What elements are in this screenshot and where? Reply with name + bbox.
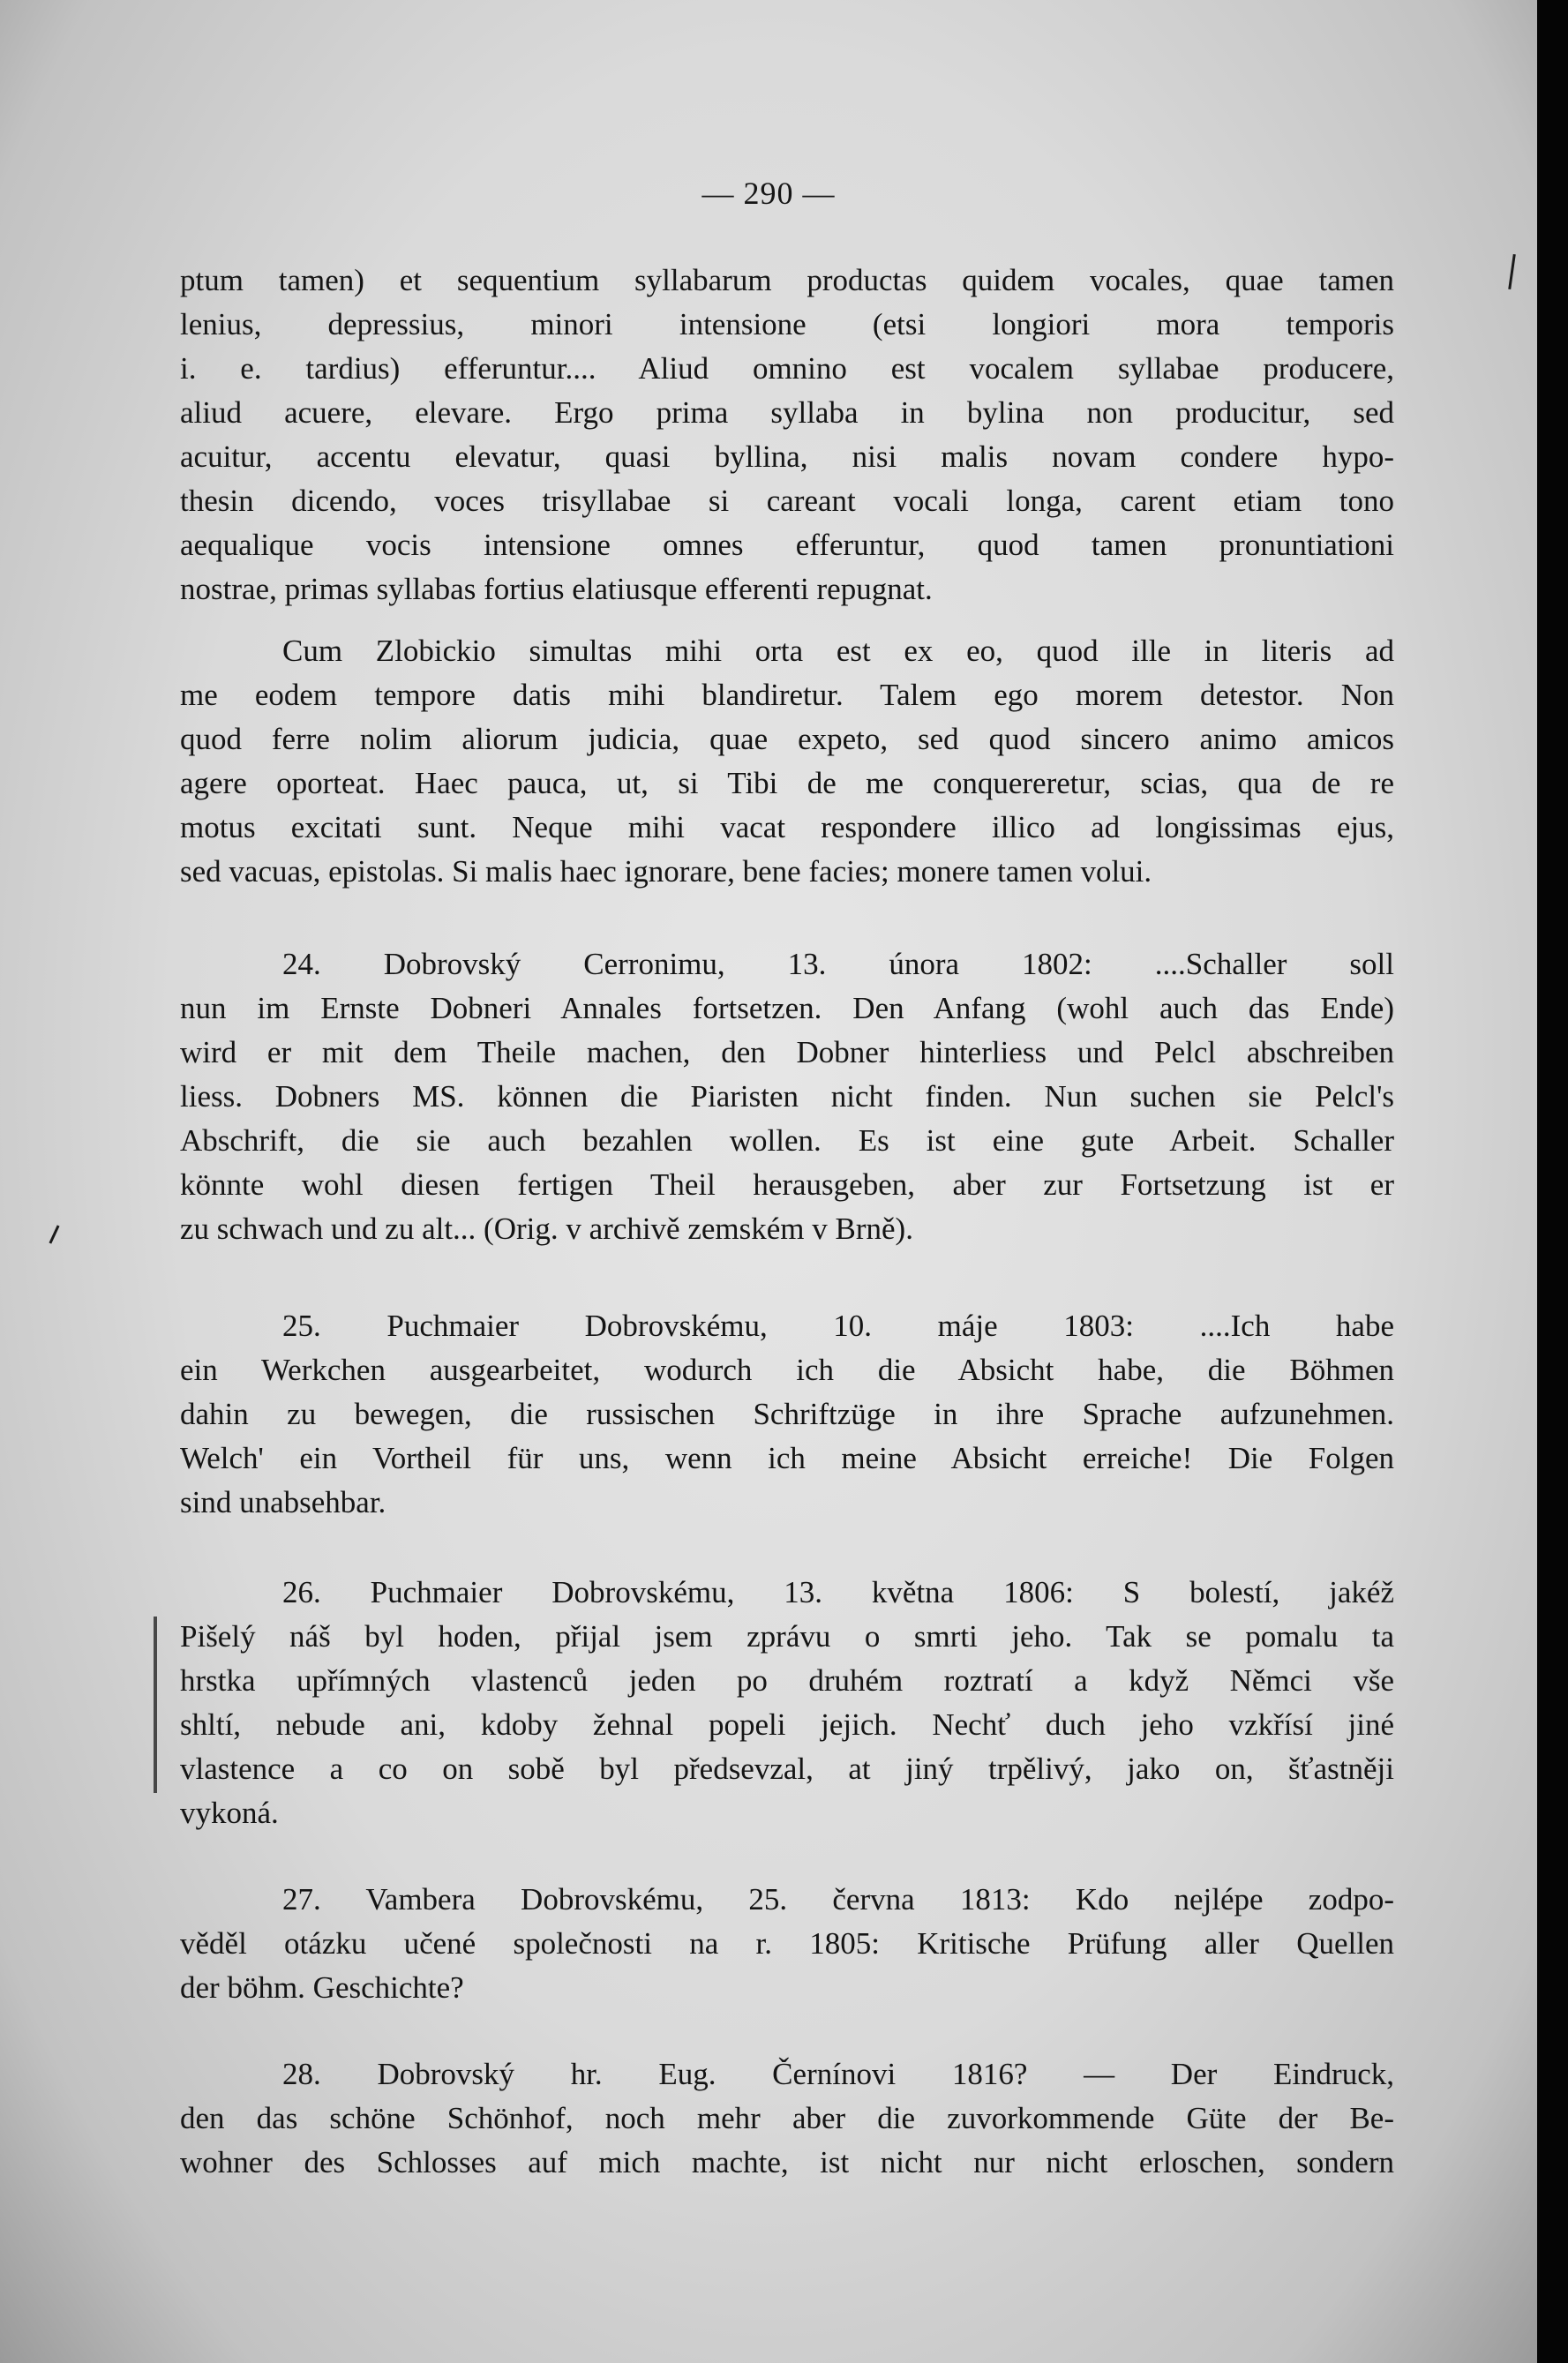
text-line: quod ferre nolim aliorum judicia, quae expeto, sed quod sincero animo amicos: [180, 722, 1394, 756]
text-line: Pišelý náš byl hoden, přijal jsem zprávu o smrti jeho. Tak se pomalu ta: [180, 1619, 1394, 1654]
text-line: Abschrift, die sie auch bezahlen wollen. Es ist eine gute Arbeit. Schaller: [180, 1123, 1394, 1158]
text-line: Cum Zlobickio simultas mihi orta est ex eo, quod ille in literis ad: [282, 634, 1394, 668]
paragraph-zlobickio: [180, 629, 1394, 894]
text-line: věděl otázku učené společnosti na r. 1805: Kritische Prüfung aller Quellen: [180, 1926, 1394, 1961]
text-line: der böhm. Geschichte?: [180, 1970, 464, 2005]
text-line: sind unabsehbar.: [180, 1485, 386, 1519]
text-line: lenius, depressius, minori intensione (etsi longiori mora temporis: [180, 307, 1394, 341]
text-line: vykoná.: [180, 1796, 279, 1830]
text-line: Welch' ein Vortheil für uns, wenn ich meine Absicht erreiche! Die Folgen: [180, 1441, 1394, 1475]
text-line: shltí, nebude ani, kdoby žehnal popeli jejich. Nechť duch jeho vzkřísí jiné: [180, 1707, 1394, 1742]
letter-entry-25: [180, 1304, 1394, 1525]
scan-edge: [1537, 0, 1568, 2363]
text-line: vlastence a co on sobě byl předsevzal, at jiný trpělivý, jako on, šťastněji: [180, 1752, 1394, 1786]
text-line: aequalique vocis intensione omnes efferuntur, quod tamen pronuntiationi: [180, 528, 1394, 562]
margin-pencil-mark: [154, 1617, 157, 1793]
text-line: me eodem tempore datis mihi blandiretur. Talem ego morem detestor. Non: [180, 678, 1394, 712]
text-line: aliud acuere, elevare. Ergo prima syllaba in bylina non producitur, sed: [180, 395, 1394, 430]
text-line: zu schwach und zu alt... (Orig. v archivě zemském v Brně).: [180, 1212, 913, 1246]
text-line: ein Werkchen ausgearbeitet, wodurch ich die Absicht habe, die Böhmen: [180, 1353, 1394, 1387]
text-line: wird er mit dem Theile machen, den Dobner hinterliess und Pelcl abschreiben: [180, 1035, 1394, 1069]
text-line: dahin zu bewegen, die russischen Schriftzüge in ihre Sprache aufzunehmen.: [180, 1397, 1394, 1431]
text-line: agere oporteat. Haec pauca, ut, si Tibi de me conquereretur, scias, qua de re: [180, 766, 1394, 800]
text-line: sed vacuas, epistolas. Si malis haec ignorare, bene facies; monere tamen volui.: [180, 854, 1152, 889]
text-line: 24. Dobrovský Cerronimu, 13. února 1802: ....Schaller soll: [282, 947, 1394, 981]
text-line: acuitur, accentu elevatur, quasi byllina, nisi malis novam condere hypo-: [180, 439, 1394, 474]
letter-entry-24: [180, 942, 1394, 1251]
text-line: nun im Ernste Dobneri Annales fortsetzen. Den Anfang (wohl auch das Ende): [180, 991, 1394, 1025]
letter-entry-28: [180, 2052, 1394, 2185]
text-line: könnte wohl diesen fertigen Theil herausgeben, aber zur Fortsetzung ist er: [180, 1167, 1394, 1202]
text-line: ptum tamen) et sequentium syllabarum productas quidem vocales, quae tamen: [180, 263, 1394, 297]
margin-pencil-mark: [49, 1225, 59, 1243]
text-line: liess. Dobners MS. können die Piaristen nicht finden. Nun suchen sie Pelcl's: [180, 1079, 1394, 1114]
text-line: i. e. tardius) efferuntur.... Aliud omnino est vocalem syllabae producere,: [180, 351, 1394, 386]
text-line: 25. Puchmaier Dobrovskému, 10. máje 1803: ....Ich habe: [282, 1309, 1394, 1343]
text-line: motus excitati sunt. Neque mihi vacat respondere illico ad longissimas ejus,: [180, 810, 1394, 844]
text-line: wohner des Schlosses auf mich machte, ist nicht nur nicht erloschen, sondern: [180, 2145, 1394, 2179]
text-line: den das schöne Schönhof, noch mehr aber die zuvorkommende Güte der Be-: [180, 2101, 1394, 2135]
text-line: 27. Vambera Dobrovskému, 25. června 1813: Kdo nejlépe zodpo-: [282, 1882, 1394, 1917]
text-line: hrstka upřímných vlastenců jeden po druhém roztratí a když Němci vše: [180, 1663, 1394, 1698]
margin-pencil-mark: [1508, 254, 1516, 289]
letter-entry-27: [180, 1878, 1394, 2010]
letter-entry-26: [180, 1571, 1394, 1835]
page-number: — 290 —: [701, 176, 836, 211]
text-line: thesin dicendo, voces trisyllabae si careant vocali longa, carent etiam tono: [180, 484, 1394, 518]
paragraph-latin-continuation: [180, 259, 1394, 611]
text-line: 26. Puchmaier Dobrovskému, 13. května 1806: S bolestí, jakéž: [282, 1575, 1394, 1609]
text-line: 28. Dobrovský hr. Eug. Černínovi 1816? — Der Eindruck,: [282, 2057, 1394, 2091]
text-line: nostrae, primas syllabas fortius elatiusque efferenti repugnat.: [180, 572, 933, 606]
